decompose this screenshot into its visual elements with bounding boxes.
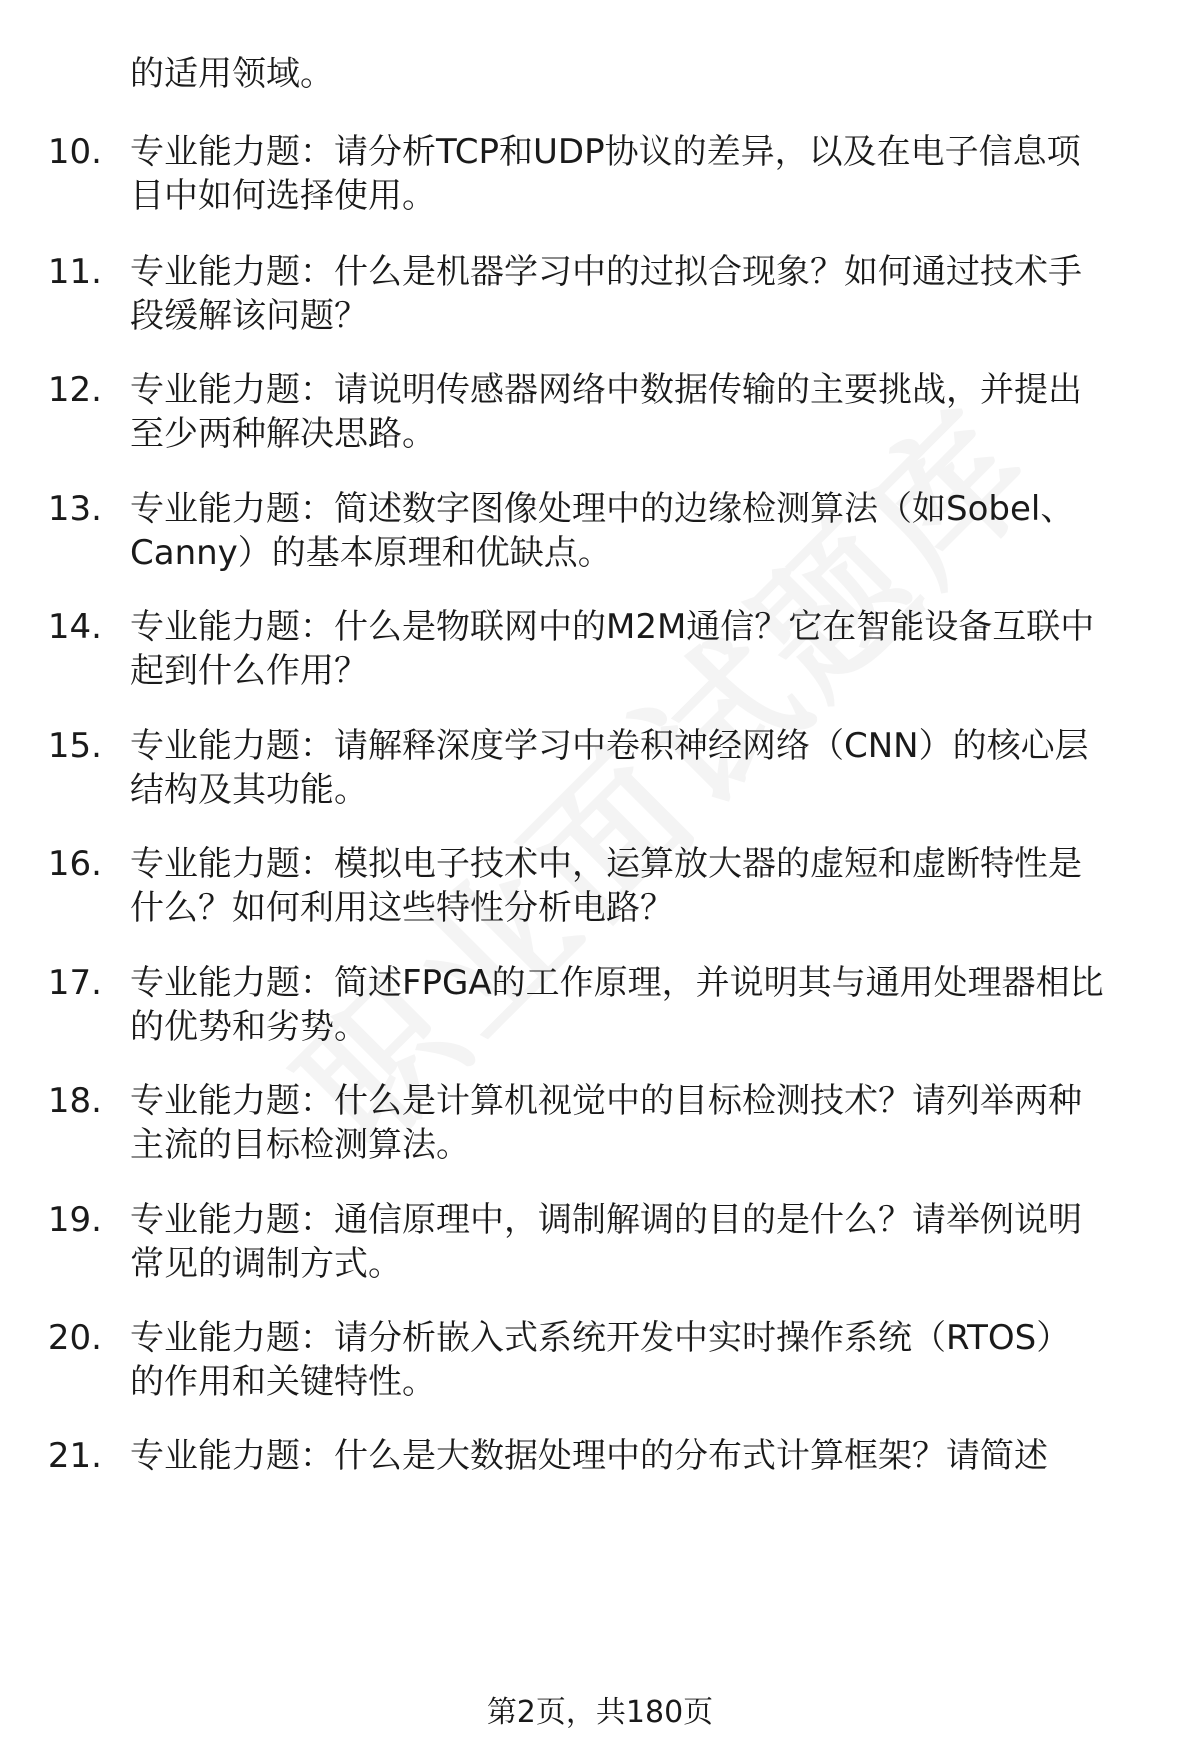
item-number: 20.	[47, 1318, 102, 1358]
item-text-line2: 的优势和劣势。	[130, 1007, 368, 1047]
item-text-line2: 主流的目标检测算法。	[130, 1125, 470, 1165]
item-text-line2: 结构及其功能。	[130, 770, 368, 810]
item-text-line1: 专业能力题：什么是物联网中的M2M通信？它在智能设备互联中	[130, 607, 1095, 647]
item-text-line1: 专业能力题：请分析TCP和UDP协议的差异，以及在电子信息项	[130, 132, 1081, 172]
item-text-line1: 专业能力题：请分析嵌入式系统开发中实时操作系统（RTOS）	[130, 1318, 1071, 1358]
item-text-line1: 专业能力题：简述FPGA的工作原理，并说明其与通用处理器相比	[130, 963, 1104, 1003]
lead-line: 的适用领域。	[130, 54, 334, 94]
item-number: 19.	[47, 1200, 102, 1240]
item-text-line2: 的作用和关键特性。	[130, 1362, 436, 1402]
item-text-line1: 专业能力题：什么是大数据处理中的分布式计算框架？请简述	[130, 1436, 1048, 1476]
item-number: 11.	[47, 252, 102, 292]
item-number: 16.	[47, 844, 102, 884]
item-number: 21.	[47, 1436, 102, 1476]
item-text-line2: Canny）的基本原理和优缺点。	[130, 533, 612, 573]
item-number: 10.	[47, 132, 102, 172]
item-text-line1: 专业能力题：请说明传感器网络中数据传输的主要挑战，并提出	[130, 370, 1082, 410]
item-text-line2: 至少两种解决思路。	[130, 414, 436, 454]
item-text-line1: 专业能力题：什么是计算机视觉中的目标检测技术？请列举两种	[130, 1081, 1082, 1121]
page-footer: 第2页，共180页	[486, 1695, 714, 1730]
item-number: 12.	[47, 370, 102, 410]
item-number: 15.	[47, 726, 102, 766]
item-text-line1: 专业能力题：什么是机器学习中的过拟合现象？如何通过技术手	[130, 252, 1082, 292]
item-text-line1: 专业能力题：通信原理中，调制解调的目的是什么？请举例说明	[130, 1200, 1082, 1240]
item-text-line1: 专业能力题：请解释深度学习中卷积神经网络（CNN）的核心层	[130, 726, 1089, 766]
item-number: 13.	[47, 489, 102, 529]
item-text-line2: 段缓解该问题？	[130, 296, 368, 336]
item-number: 14.	[47, 607, 102, 647]
item-text-line1: 专业能力题：模拟电子技术中，运算放大器的虚短和虚断特性是	[130, 844, 1082, 884]
item-text-line2: 什么？如何利用这些特性分析电路？	[130, 888, 674, 928]
item-text-line2: 目中如何选择使用。	[130, 176, 436, 216]
item-text-line2: 起到什么作用？	[130, 651, 368, 691]
item-text-line1: 专业能力题：简述数字图像处理中的边缘检测算法（如Sobel、	[130, 489, 1075, 529]
item-number: 17.	[47, 963, 102, 1003]
item-number: 18.	[47, 1081, 102, 1121]
item-text-line2: 常见的调制方式。	[130, 1244, 402, 1284]
